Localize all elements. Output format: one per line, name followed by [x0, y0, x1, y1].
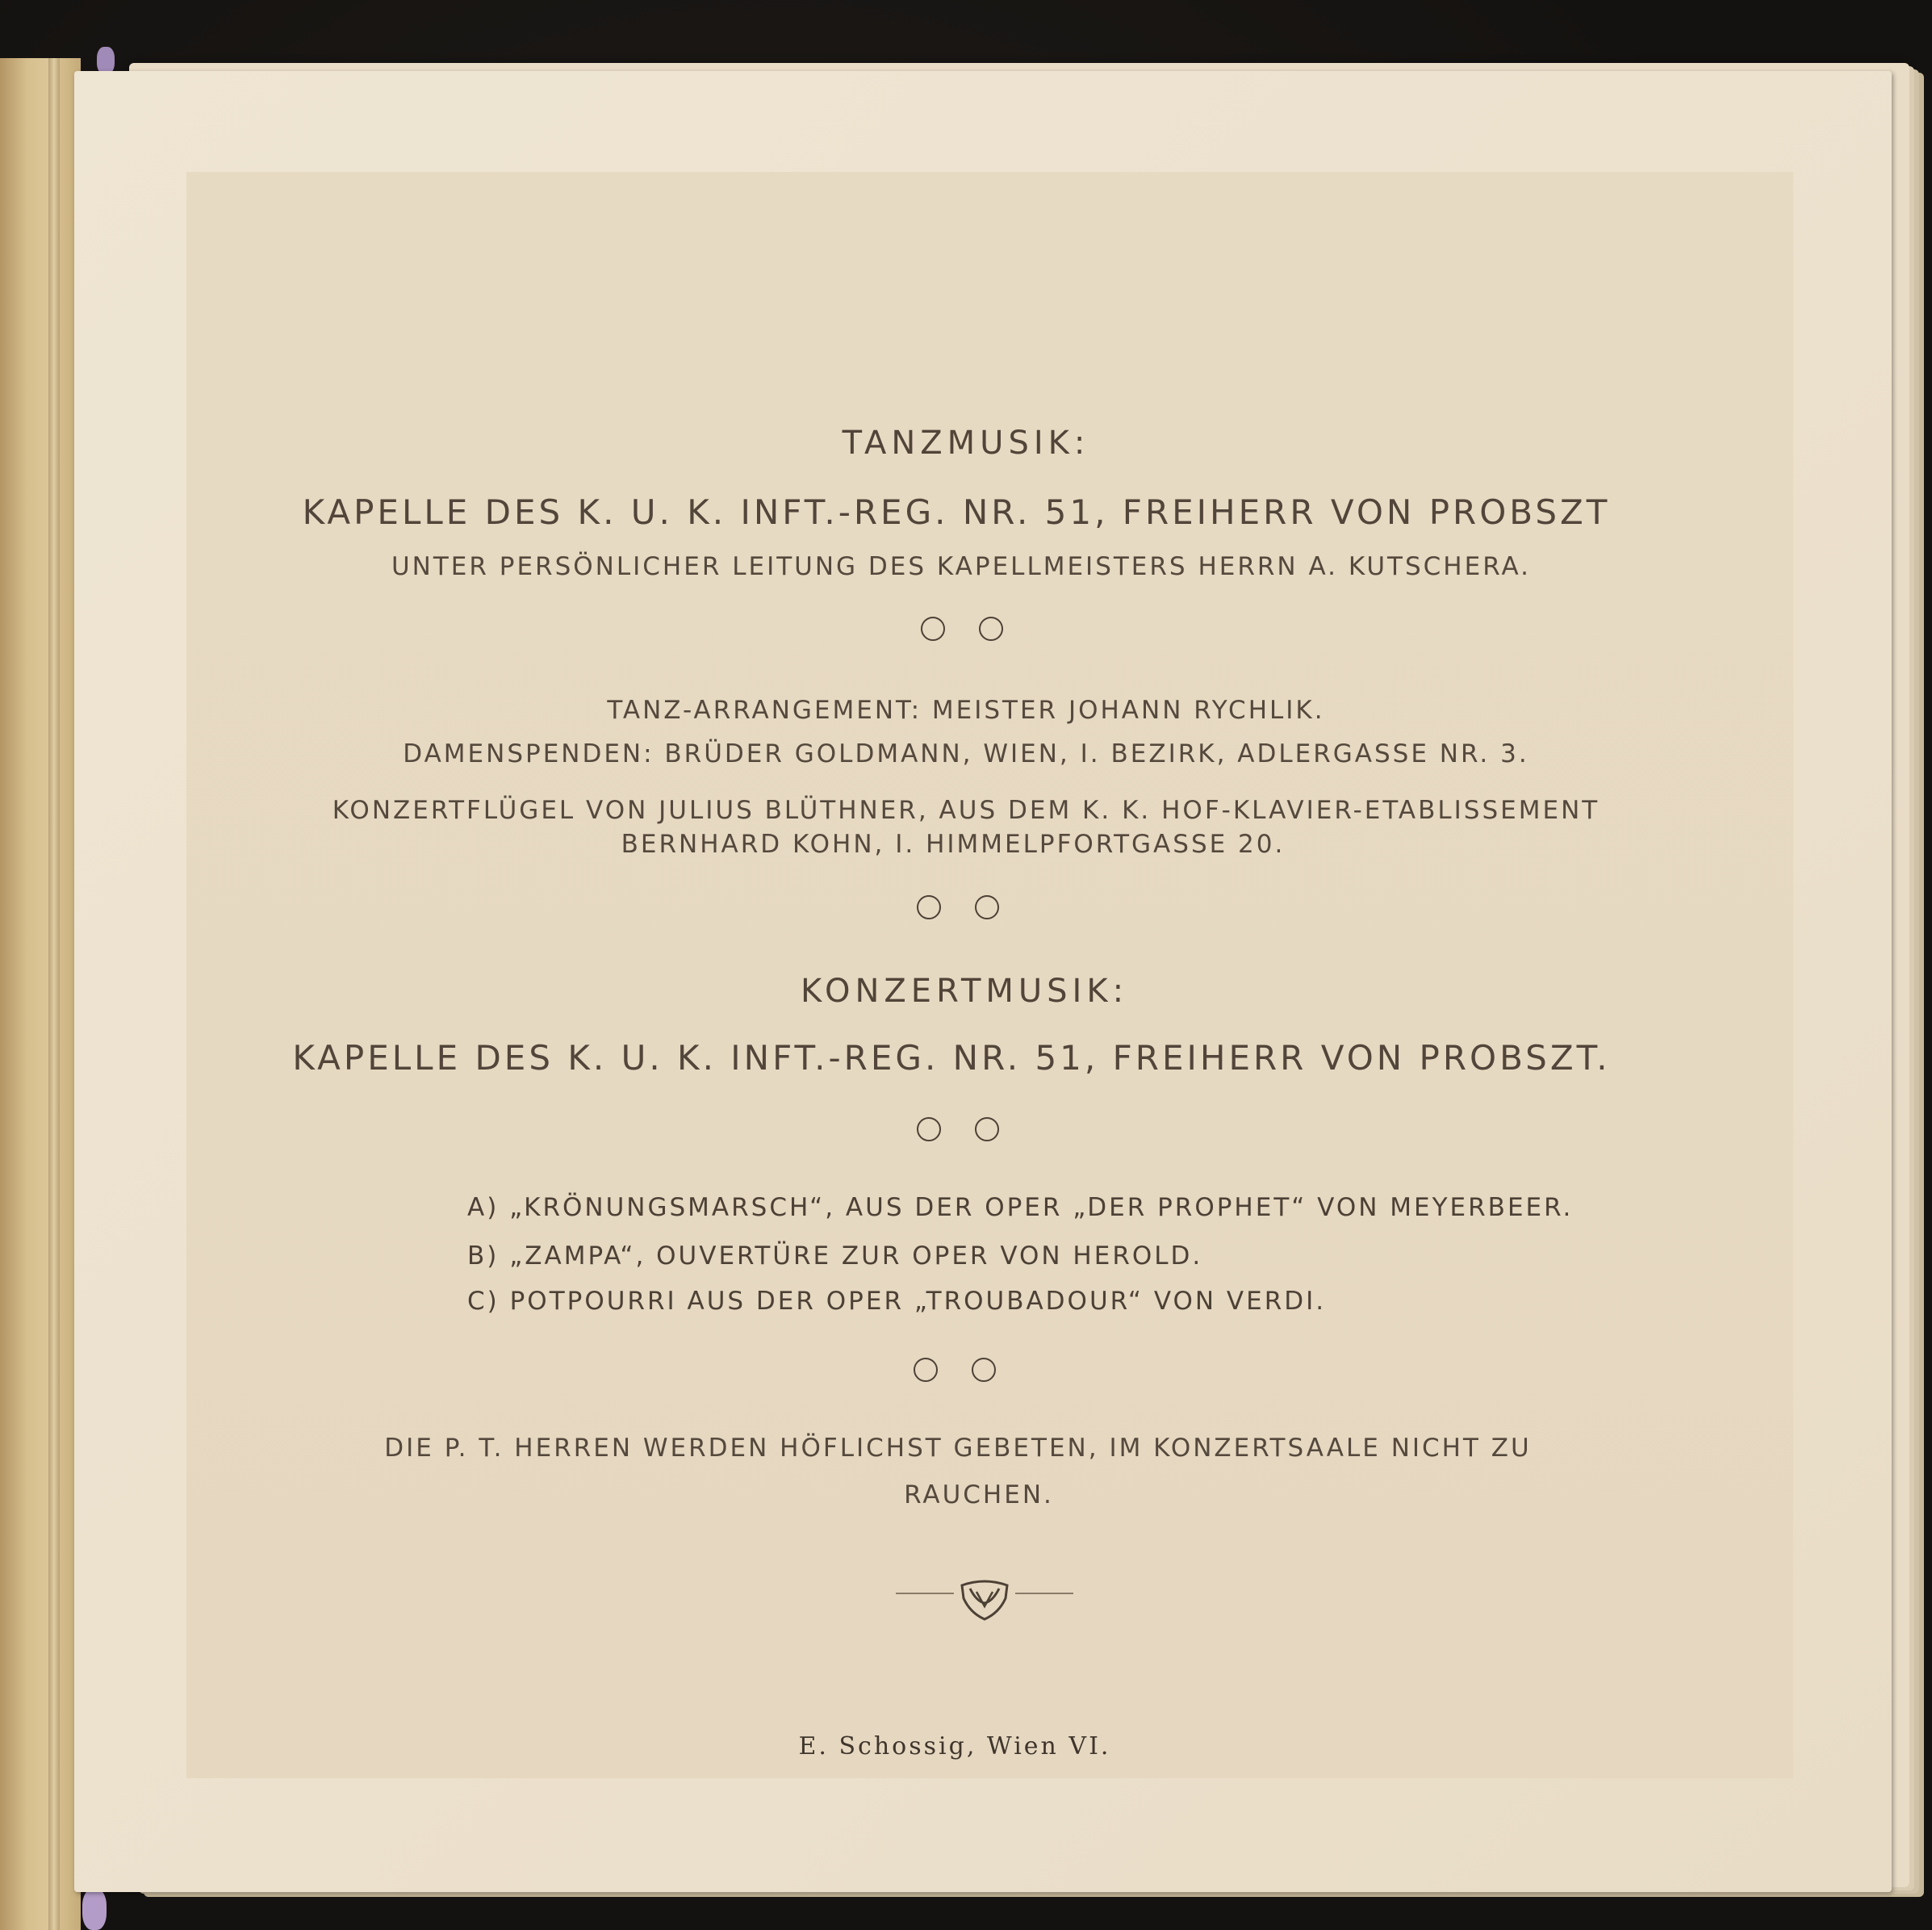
damenspenden-line: DAMENSPENDEN: BRÜDER GOLDMANN, WIEN, I. BEZIRK, ADLERGASSE NR. 3. [403, 739, 1529, 768]
divider-circles-4 [0, 1358, 1921, 1382]
fluegel-line-1: KONZERTFLÜGEL VON JULIUS BLÜTHNER, AUS DEM K. K. HOF-KLAVIER-ETABLISSEMENT [332, 796, 1600, 825]
circle-ornament [921, 617, 945, 641]
divider-circles-3 [0, 1117, 1924, 1141]
circle-ornament [914, 1358, 938, 1382]
konzertmusik-orchestra: KAPELLE DES K. U. K. INFT.-REG. NR. 51, FREIHERR VON PROBSZT. [292, 1038, 1611, 1078]
program-item-c: C) POTPOURRI AUS DER OPER „TROUBADOUR“ VON VERDI. [467, 1287, 1327, 1316]
tanzmusik-orchestra: KAPELLE DES K. U. K. INFT.-REG. NR. 51, FREIHERR VON PROBSZT [302, 492, 1611, 532]
tanzmusik-direction: UNTER PERSÖNLICHER LEITUNG DES KAPELLMEISTERS HERRN A. KUTSCHERA. [391, 552, 1531, 581]
divider-circles-1 [0, 617, 1928, 641]
circle-ornament [975, 1117, 999, 1141]
circle-ornament [972, 1358, 996, 1382]
arrangement-line: TANZ-ARRANGEMENT: MEISTER JOHANN RYCHLIK. [607, 696, 1325, 725]
circle-ornament [979, 617, 1003, 641]
circle-ornament [917, 895, 941, 919]
konzertmusik-heading: KONZERTMUSIK: [800, 973, 1129, 1010]
crest-ornament-icon [896, 1574, 1073, 1622]
divider-circles-2 [0, 895, 1924, 919]
notice-line-2: RAUCHEN. [904, 1480, 1054, 1509]
notice-line-1: DIE P. T. HERREN WERDEN HÖFLICHST GEBETEN, IM KONZERTSAALE NICHT ZU [384, 1434, 1532, 1463]
program-item-b: B) „ZAMPA“, OUVERTÜRE ZUR OPER VON HEROLD. [467, 1241, 1203, 1271]
circle-ornament [917, 1117, 941, 1141]
circle-ornament [975, 895, 999, 919]
tanzmusik-heading: TANZMUSIK: [842, 425, 1090, 462]
fluegel-line-2: BERNHARD KOHN, I. HIMMELPFORTGASSE 20. [621, 830, 1286, 859]
binding-thread-top [97, 47, 115, 74]
program-item-a: A) „KRÖNUNGSMARSCH“, AUS DER OPER „DER PROPHET“ VON MEYERBEER. [467, 1193, 1574, 1222]
printer-imprint: E. Schossig, Wien VI. [798, 1732, 1111, 1760]
binding-thread-bottom [82, 1889, 107, 1930]
